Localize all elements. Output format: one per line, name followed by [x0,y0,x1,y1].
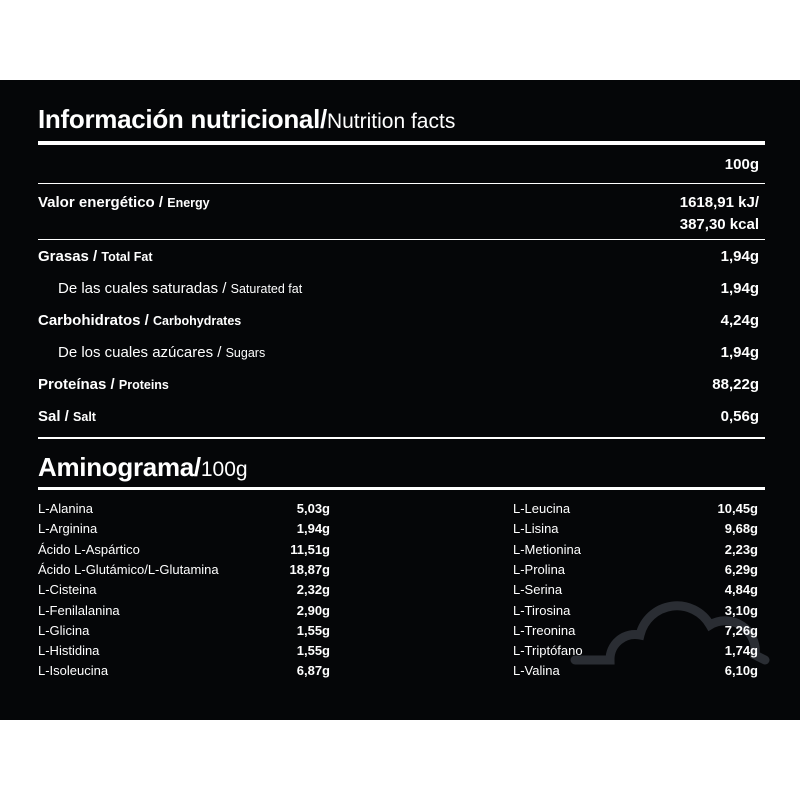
amino-row [38,501,330,521]
amino-name: L-Cisteina [38,582,97,597]
amino-name: L-Arginina [38,521,98,536]
amino-name: L-Tirosina [513,603,571,618]
label-separator: / [88,248,102,265]
amino-row [38,521,330,541]
nutrition-value: 1,94g [720,280,759,297]
nutrition-value: 387,30 kcal [679,216,759,233]
amino-value: 6,87g [296,663,330,678]
nutrition-label [58,344,265,361]
amino-row [513,542,758,562]
label-spanish: Grasas [38,248,89,265]
label-english: Total Fat [101,250,153,264]
amino-value: 1,55g [296,623,330,638]
nutrition-value: 1,94g [720,248,759,265]
nutrition-label [38,408,96,425]
energy-divider [38,239,765,240]
label-separator: / [60,408,74,425]
amino-value: 6,29g [724,562,758,577]
nutrition-value: 88,22g [712,376,759,393]
amino-name: L-Treonina [513,623,576,638]
amino-name: L-Fenilalanina [38,603,120,618]
amino-name: L-Alanina [38,501,93,516]
label-english: Sugars [225,346,266,360]
label-separator: / [218,280,231,297]
header-divider [38,183,765,184]
amino-value: 2,90g [296,603,330,618]
label-english: Salt [73,410,96,424]
label-spanish: Sal [38,408,61,425]
amino-value: 1,94g [296,521,330,536]
title-sub: Nutrition facts [326,110,456,133]
amino-row [38,582,330,602]
title-rule [38,141,765,145]
amino-value: 6,10g [724,663,758,678]
label-spanish: Valor energético [38,194,155,211]
label-english: Energy [167,196,210,210]
amino-row [38,663,330,683]
label-english: Proteins [118,378,169,392]
page-title [38,104,455,135]
amino-name: L-Isoleucina [38,663,109,678]
amino-name: Ácido L-Aspártico [38,542,140,557]
label-separator: / [154,194,168,211]
amino-name: Ácido L-Glutámico/L-Glutamina [38,562,219,577]
nutrition-label [38,376,169,393]
nutrition-label [58,280,302,297]
amino-value: 1,55g [296,643,330,658]
nutrition-label [38,312,241,329]
amino-value: 9,68g [724,521,758,536]
amino-row [38,603,330,623]
label-spanish: Carbohidratos [38,312,141,329]
amino-row [513,603,758,623]
amino-name: L-Valina [513,663,560,678]
amino-row [513,501,758,521]
label-spanish: Proteínas [38,376,107,393]
amino-value: 2,32g [296,582,330,597]
amino-row [513,663,758,683]
amino-value: 10,45g [717,501,758,516]
amino-name: L-Histidina [38,643,100,658]
amino-row [513,623,758,643]
amino-row [513,582,758,602]
amino-value: 2,23g [724,542,758,557]
amino-name: L-Triptófano [513,643,583,658]
amino-name: L-Lisina [513,521,559,536]
nutrition-value: 1618,91 kJ/ [679,194,759,211]
amino-value: 7,26g [724,623,758,638]
amino-row [513,643,758,663]
amino-row [38,562,330,582]
label-separator: / [106,376,119,393]
nutrition-value: 0,56g [720,408,759,425]
amino-row [38,623,330,643]
amino-value: 5,03g [296,501,330,516]
aminogram-rule [38,487,765,490]
amino-value: 4,84g [724,582,758,597]
label-separator: / [213,344,226,361]
label-english: Carbohydrates [153,314,242,328]
title-main: Información nutricional/ [38,104,327,134]
aminogram-title-sub: 100g [200,458,248,481]
label-spanish: De los cuales azúcares [58,344,214,361]
table-end-divider [38,437,765,439]
amino-name: L-Prolina [513,562,566,577]
label-english: Saturated fat [230,282,303,296]
amino-row [513,562,758,582]
amino-name: L-Metionina [513,542,581,557]
nutrition-value: 1,94g [720,344,759,361]
nutrition-label [38,248,153,265]
nutrition-label [38,194,210,211]
amino-row [38,643,330,663]
aminogram-title [38,452,248,483]
label-separator: / [140,312,154,329]
amino-name: L-Leucina [513,501,571,516]
amino-value: 11,51g [290,542,330,557]
column-header: 100g [724,156,759,173]
label-spanish: De las cuales saturadas [58,280,219,297]
amino-name: L-Glicina [38,623,90,638]
amino-name: L-Serina [513,582,563,597]
amino-value: 3,10g [724,603,758,618]
amino-value: 18,87g [289,562,330,577]
nutrition-value: 4,24g [720,312,759,329]
amino-row [38,542,330,562]
amino-value: 1,74g [724,643,758,658]
aminogram-title-main: Aminograma/ [38,452,201,482]
amino-row [513,521,758,541]
